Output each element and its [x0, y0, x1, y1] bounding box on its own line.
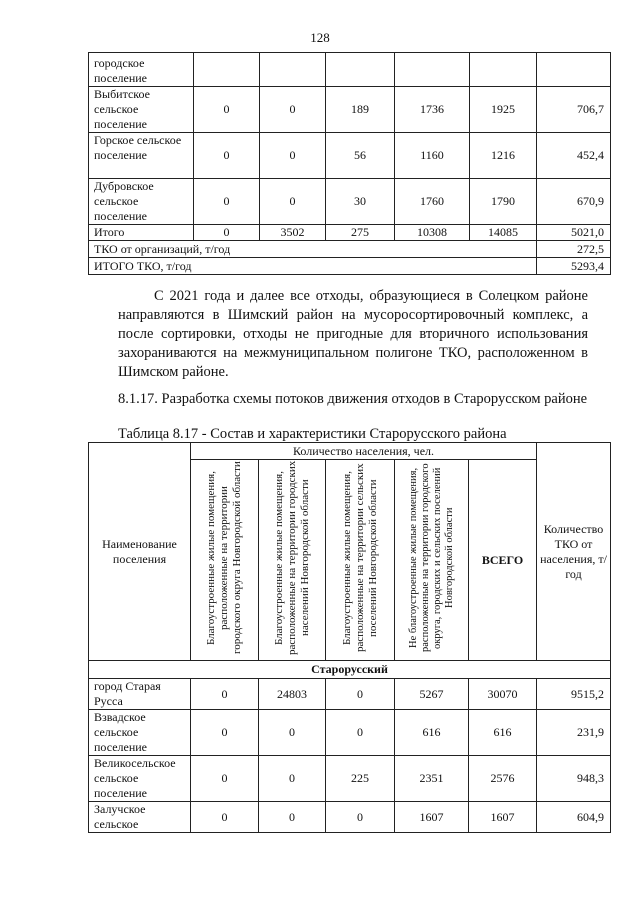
cell: 30070 [469, 679, 537, 710]
cell: 1790 [470, 179, 537, 225]
section-heading: 8.1.17. Разработка схемы потоков движения отходов в Старорусском районе [118, 391, 588, 407]
cell: 1760 [395, 179, 470, 225]
header-waste-amount: Количество ТКО от населения, т/год [537, 443, 611, 661]
cell: 452,4 [537, 133, 611, 179]
row-name: Выбитское сельское поселение [89, 87, 194, 133]
total-waste-value: 5293,4 [537, 258, 611, 275]
cell: 0 [259, 802, 326, 833]
row-name: городское поселение [89, 53, 194, 87]
row-name: город Старая Русса [89, 679, 191, 710]
cell: 3502 [260, 225, 326, 241]
cell: 0 [191, 710, 259, 756]
cell: 0 [191, 679, 259, 710]
cell: 604,9 [537, 802, 611, 833]
cell: 0 [326, 710, 395, 756]
cell: 10308 [395, 225, 470, 241]
row-name: Итого [89, 225, 194, 241]
cell: 56 [326, 133, 395, 179]
table-header-row [89, 443, 611, 460]
cell: 1607 [395, 802, 469, 833]
table-row [89, 241, 611, 258]
cell: 0 [260, 133, 326, 179]
cell: 0 [326, 802, 395, 833]
header-total: ВСЕГО [469, 460, 537, 661]
table-row [89, 802, 611, 833]
page-number: 128 [310, 30, 330, 45]
row-name: Великосельское сельское поселение [89, 756, 191, 802]
table-row [89, 133, 611, 179]
header-col-3: Благоустроенные жилые помещения, расположенные на территории сельских поселений Новгородской области [326, 460, 395, 661]
cell: 5021,0 [537, 225, 611, 241]
section-row [89, 661, 611, 679]
cell: 2576 [469, 756, 537, 802]
header-col-2: Благоустроенные жилые помещения, расположенные на территории городских населений Новгородской области [259, 460, 326, 661]
table-row [89, 53, 611, 87]
cell: 0 [194, 179, 260, 225]
cell: 1160 [395, 133, 470, 179]
table-row [89, 225, 611, 241]
cell: 9515,2 [537, 679, 611, 710]
cell: 24803 [259, 679, 326, 710]
cell: 616 [395, 710, 469, 756]
header-population: Количество населения, чел. [191, 443, 537, 460]
table-row [89, 258, 611, 275]
row-name: Дубровское сельское поселение [89, 179, 194, 225]
cell: 0 [260, 179, 326, 225]
cell: 0 [260, 87, 326, 133]
cell: 2351 [395, 756, 469, 802]
table-row [89, 179, 611, 225]
cell: 0 [194, 133, 260, 179]
paragraph-waste-flow: С 2021 года и далее все отходы, образующиеся в Солецком районе направляются в Шимский район на мусоросортировочный комплекс, а после сортировки, отходы не пригодные для вторичного использования захораниваются на межмуниципальном полигоне ТКО, расположенном в Шимском районе. [118, 288, 588, 380]
cell: 189 [326, 87, 395, 133]
section-title: Старорусский [89, 661, 611, 679]
cell: 0 [194, 225, 260, 241]
cell: 706,7 [537, 87, 611, 133]
cell: 5267 [395, 679, 469, 710]
cell: 14085 [470, 225, 537, 241]
total-waste-label: ИТОГО ТКО, т/год [89, 258, 537, 275]
header-col-4: Не благоустроенные жилые помещения, расположенные на территории городского округа, городских и сельских поселений Новгородской области [395, 460, 469, 661]
table-row [89, 87, 611, 133]
cell: 670,9 [537, 179, 611, 225]
table-caption: Таблица 8.17 - Состав и характеристики Старорусского района [118, 426, 507, 442]
table-previous-district [88, 52, 611, 275]
cell: 275 [326, 225, 395, 241]
cell: 1925 [470, 87, 537, 133]
org-waste-value: 272,5 [537, 241, 611, 258]
cell: 948,3 [537, 756, 611, 802]
header-col-1: Благоустроенные жилые помещения, расположенные на территории городского округа Новгородской области [191, 460, 259, 661]
table-row [89, 710, 611, 756]
cell: 231,9 [537, 710, 611, 756]
row-name: Взвадское сельское поселение [89, 710, 191, 756]
header-settlement-name: Наименование поселения [89, 443, 191, 661]
row-name: Залучское сельское [89, 802, 191, 833]
table-row [89, 756, 611, 802]
cell: 616 [469, 710, 537, 756]
cell: 1736 [395, 87, 470, 133]
cell: 1607 [469, 802, 537, 833]
cell: 0 [326, 679, 395, 710]
cell: 225 [326, 756, 395, 802]
cell: 1216 [470, 133, 537, 179]
cell: 0 [191, 802, 259, 833]
org-waste-label: ТКО от организаций, т/год [89, 241, 537, 258]
cell: 0 [194, 87, 260, 133]
row-name: Горское сельское поселение [89, 133, 194, 179]
cell: 0 [259, 710, 326, 756]
cell: 0 [191, 756, 259, 802]
cell: 30 [326, 179, 395, 225]
table-starorussky [88, 442, 611, 833]
table-row [89, 679, 611, 710]
cell: 0 [259, 756, 326, 802]
